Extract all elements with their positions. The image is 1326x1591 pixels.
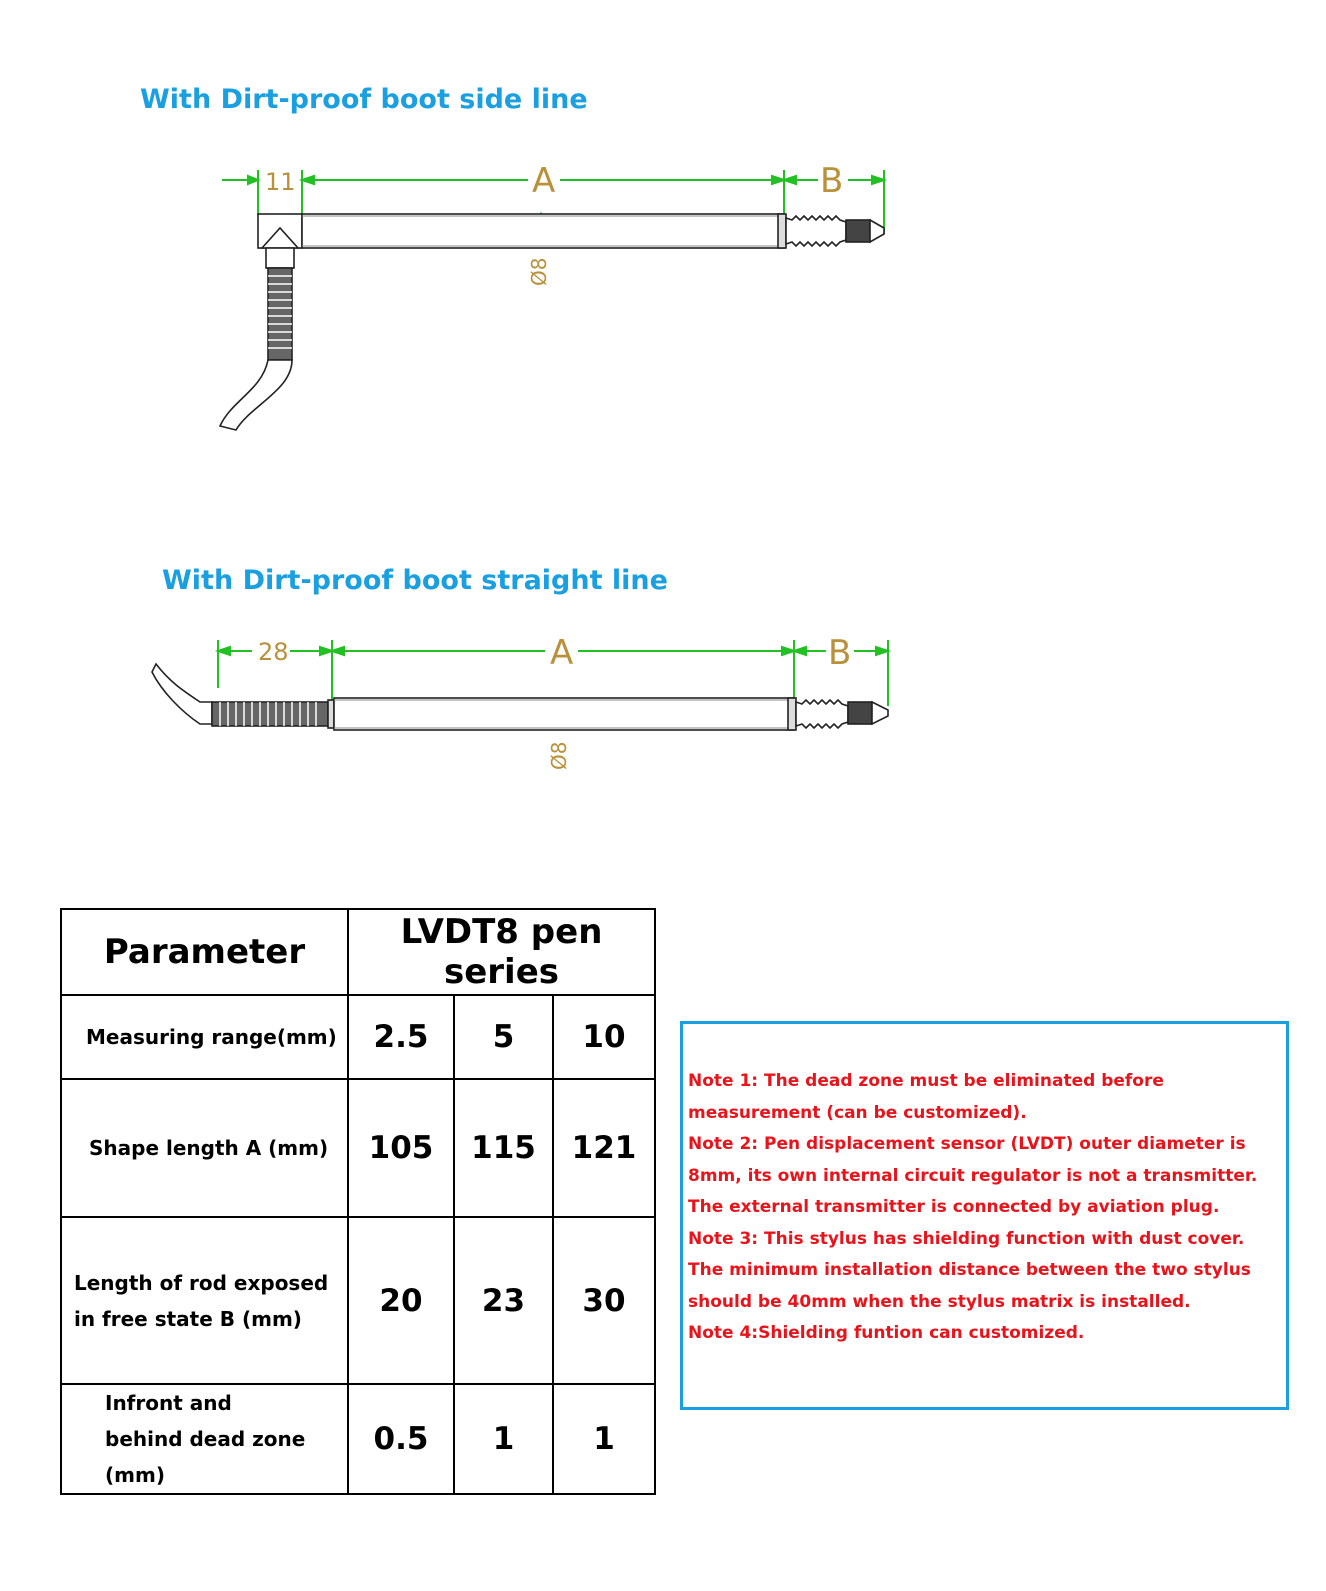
- row-label: Length of rod exposed in free state B (mm): [61, 1217, 348, 1384]
- note-3: Note 3: This stylus has shielding function with dust cover. The minimum installation distance between the two stylus should be 40mm when the stylus matrix is installed.: [688, 1228, 1251, 1312]
- row-label: Measuring range(mm): [61, 995, 348, 1079]
- table-header-row: [61, 909, 655, 995]
- header-parameter: Parameter: [61, 909, 348, 995]
- row-value: 2.5: [348, 995, 454, 1079]
- table-row: [61, 1384, 655, 1494]
- diagram-straight-title: With Dirt-proof boot straight line: [162, 565, 668, 596]
- table-row: [61, 1079, 655, 1217]
- note-4: Note 4:Shielding funtion can customized.: [688, 1323, 1085, 1343]
- table-row: [61, 995, 655, 1079]
- notes-box: [680, 1021, 1289, 1410]
- row-label: Infront and behind dead zone (mm): [61, 1384, 348, 1494]
- table-row: [61, 1217, 655, 1384]
- row-value: 23: [454, 1217, 553, 1384]
- dim-28-label: 28: [258, 638, 289, 666]
- dim-a-label-2: A: [550, 633, 574, 673]
- row-value: 10: [553, 995, 655, 1079]
- straight-line-drawing: [0, 620, 1326, 800]
- row-label: Shape length A (mm): [61, 1079, 348, 1217]
- dim-b-label-2: B: [828, 633, 852, 673]
- header-series: LVDT8 pen series: [348, 909, 655, 995]
- row-value: 20: [348, 1217, 454, 1384]
- diagram-side-title: With Dirt-proof boot side line: [140, 84, 588, 115]
- spec-table: [60, 908, 656, 1495]
- row-value: 1: [553, 1384, 655, 1494]
- row-value: 0.5: [348, 1384, 454, 1494]
- dim-a-label: A: [532, 161, 556, 201]
- row-value: 30: [553, 1217, 655, 1384]
- row-value: 121: [553, 1079, 655, 1217]
- row-value: 115: [454, 1079, 553, 1217]
- note-1: Note 1: The dead zone must be eliminated before measurement (can be customized).: [688, 1071, 1164, 1123]
- row-value: 105: [348, 1079, 454, 1217]
- side-line-drawing: [0, 150, 1326, 450]
- row-value: 5: [454, 995, 553, 1079]
- diameter-label-2: Ø8: [547, 741, 571, 770]
- dim-11-label: 11: [265, 168, 296, 196]
- note-2: Note 2: Pen displacement sensor (LVDT) outer diameter is 8mm, its own internal circuit regulator is not a transmitter. The external transmitter is connected by aviation plug.: [688, 1134, 1258, 1217]
- row-value: 1: [454, 1384, 553, 1494]
- dim-b-label: B: [820, 161, 844, 201]
- diameter-label: Ø8: [527, 257, 551, 286]
